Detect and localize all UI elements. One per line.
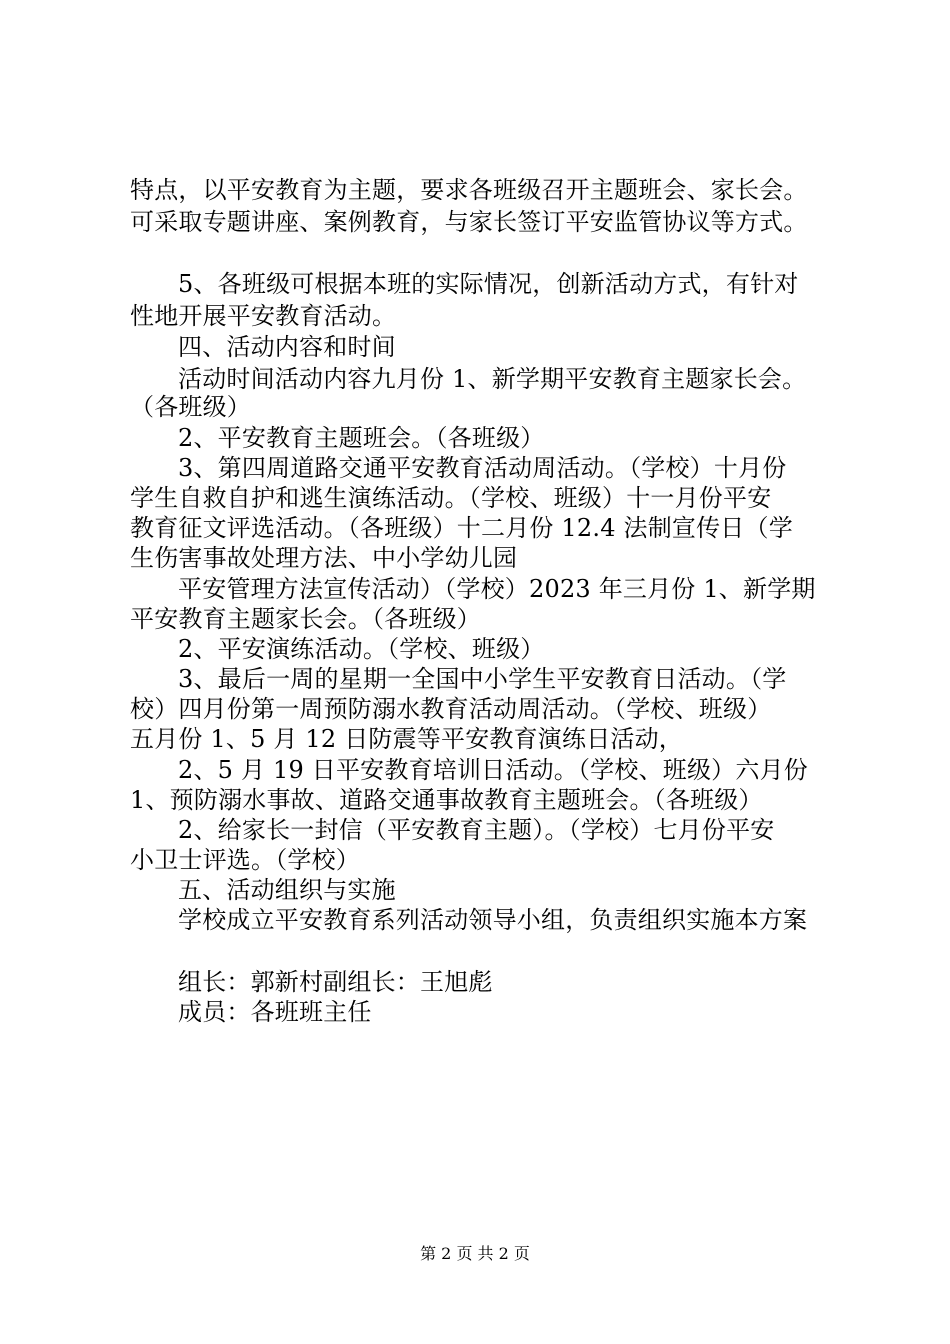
text-line-21: 2、给家长一封信（平安教育主题）。（学校）七月份平安 <box>178 816 775 844</box>
text-line-6: 活动时间活动内容九月份 1、新学期平安教育主题家长会。 <box>178 365 807 393</box>
text-line-9: 3、第四周道路交通平安教育活动周活动。（学校）十月份 <box>178 454 787 482</box>
text-line-7: （各班级） <box>130 393 251 421</box>
text-line-11: 教育征文评选活动。（各班级）十二月份 12.4 法制宣传日（学 <box>130 514 793 542</box>
text-line-17: 校）四月份第一周预防溺水教育活动周活动。（学校、班级） <box>130 695 772 723</box>
text-line-19: 2、5 月 19 日平安教育培训日活动。（学校、班级）六月份 <box>178 756 808 784</box>
text-line-12: 生伤害事故处理方法、中小学幼儿园 <box>130 544 518 572</box>
text-line-2: 可采取专题讲座、案例教育，与家长签订平安监管协议等方式。 <box>130 208 808 236</box>
text-line-10: 学生自救自护和逃生演练活动。（学校、班级）十一月份平安 <box>130 484 772 512</box>
text-line-4: 性地开展平安教育活动。 <box>130 302 397 330</box>
text-line-15: 2、平安演练活动。（学校、班级） <box>178 635 545 663</box>
text-line-3: 5、各班级可根据本班的实际情况，创新活动方式，有针对 <box>178 270 799 298</box>
section-heading-4: 四、活动内容和时间 <box>178 333 396 361</box>
text-line-14: 平安教育主题家长会。（各班级） <box>130 605 481 633</box>
text-line-16: 3、最后一周的星期一全国中小学生平安教育日活动。（学 <box>178 665 787 693</box>
text-line-13: 平安管理方法宣传活动）（学校）2023 年三月份 1、新学期 <box>178 575 816 603</box>
page-footer: 第 2 页 共 2 页 <box>420 1244 530 1263</box>
text-line-25: 组长：郭新村副组长：王旭彪 <box>178 968 493 996</box>
text-line-8: 2、平安教育主题班会。（各班级） <box>178 424 545 452</box>
text-line-18: 五月份 1、5 月 12 日防震等平安教育演练日活动， <box>130 725 683 753</box>
text-line-26: 成员：各班班主任 <box>178 998 372 1026</box>
section-heading-5: 五、活动组织与实施 <box>178 876 396 904</box>
text-line-20: 1、预防溺水事故、道路交通事故教育主题班会。（各班级） <box>130 786 763 814</box>
text-line-22: 小卫士评选。（学校） <box>130 846 360 874</box>
text-line-24: 学校成立平安教育系列活动领导小组，负责组织实施本方案 <box>178 906 808 934</box>
text-line-1: 特点，以平安教育为主题，要求各班级召开主题班会、家长会。 <box>130 176 808 204</box>
